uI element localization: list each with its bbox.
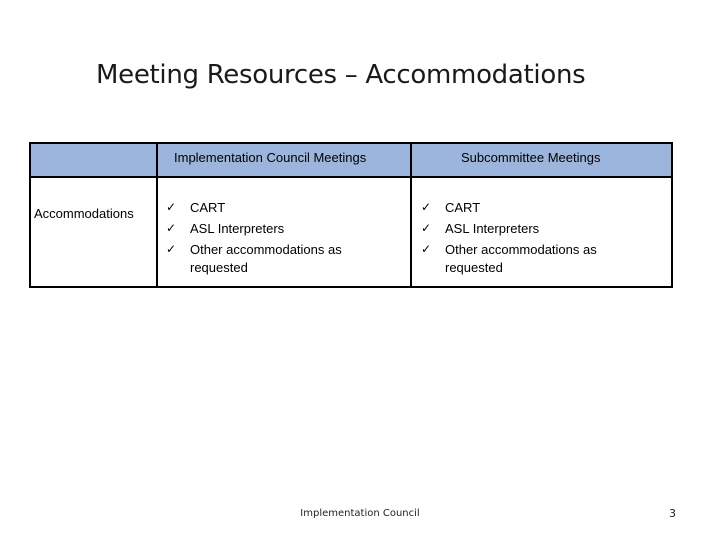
list-item-text: ASL Interpreters: [190, 221, 285, 236]
list-item: [160, 220, 410, 238]
check-icon: ✓: [421, 242, 432, 256]
list-item: [415, 220, 665, 238]
check-icon: ✓: [421, 200, 432, 214]
list-item: [160, 241, 355, 277]
check-icon: ✓: [166, 221, 177, 235]
accommodations-table: [29, 142, 673, 288]
row-label-accommodations: Accommodations: [34, 206, 134, 221]
list-item: [160, 199, 410, 217]
slide-title: Meeting Resources – Accommodations: [96, 60, 586, 90]
check-icon: ✓: [166, 242, 177, 256]
subcommittee-cell: [415, 199, 665, 280]
check-icon: ✓: [421, 221, 432, 235]
list-item-text: CART: [445, 200, 481, 215]
implementation-council-cell: [160, 199, 410, 280]
column-divider: [156, 144, 158, 286]
check-icon: ✓: [166, 200, 177, 214]
list-item-text: ASL Interpreters: [445, 221, 540, 236]
footer-text: Implementation Council: [300, 508, 420, 519]
list-item-text: Other accommodations as requested: [190, 242, 342, 275]
header-subcommittee: Subcommittee Meetings: [461, 150, 601, 165]
list-item-text: CART: [190, 200, 226, 215]
list-item: [415, 241, 610, 277]
list-item-text: Other accommodations as requested: [445, 242, 597, 275]
list-item: [415, 199, 665, 217]
page-number: 3: [669, 507, 676, 520]
header-implementation-council: Implementation Council Meetings: [174, 150, 367, 165]
column-divider: [410, 144, 412, 286]
